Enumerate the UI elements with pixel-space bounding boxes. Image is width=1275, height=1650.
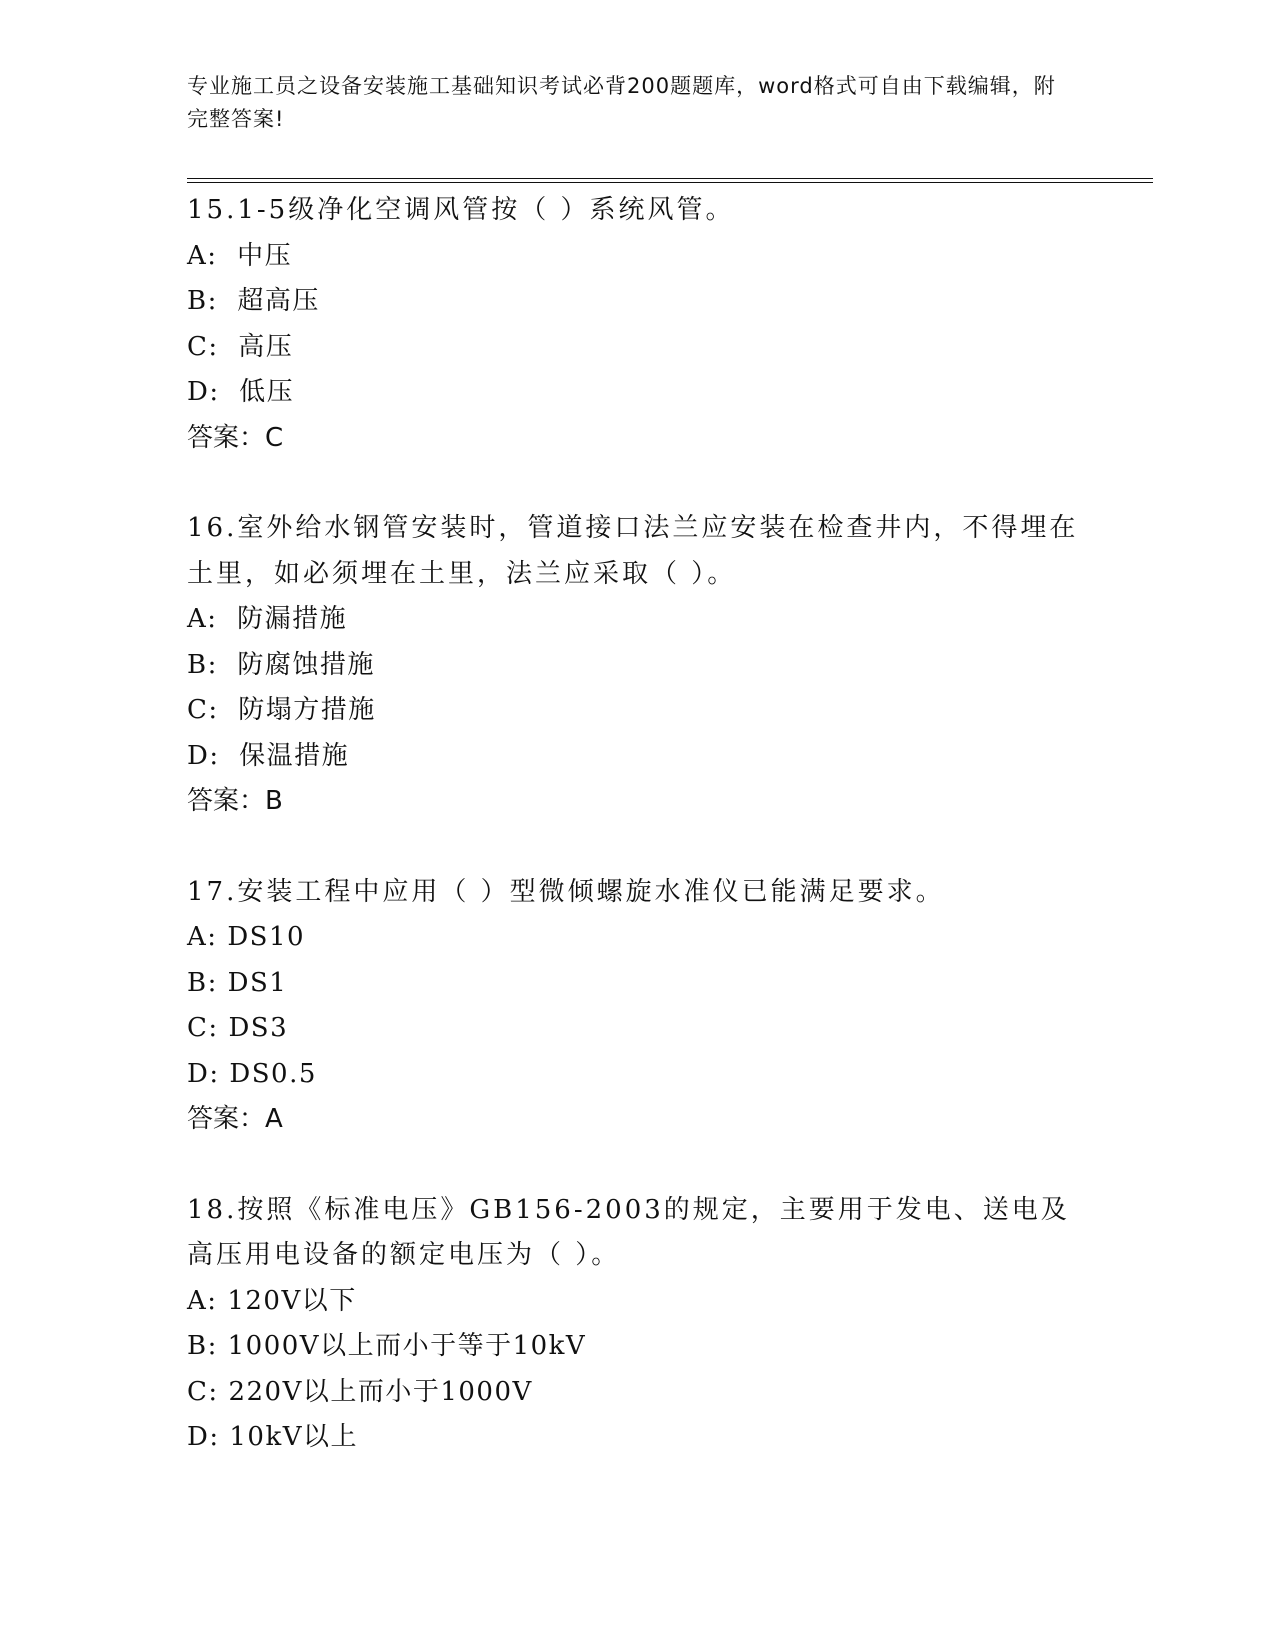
- option-separator: :: [207, 649, 238, 680]
- option-letter: B: [187, 967, 208, 998]
- question-text: 17.安装工程中应用（ ）型微倾螺旋水准仪已能满足要求。: [187, 876, 945, 907]
- option-text: 1000V以上而小于等于10kV: [227, 1331, 587, 1361]
- option-letter: C: [187, 1376, 209, 1407]
- option-letter: A: [187, 922, 208, 952]
- option-text: 超高压: [237, 286, 320, 316]
- option-text: 保温措施: [239, 740, 350, 771]
- option-a: [187, 1279, 1087, 1325]
- option-text: 中压: [237, 240, 293, 271]
- option-letter: B: [187, 649, 208, 680]
- option-letter: B: [187, 286, 208, 316]
- option-text: 220V以上而小于1000V: [228, 1376, 533, 1407]
- option-letter: A: [187, 1285, 208, 1316]
- document-header: 专业施工员之设备安装施工基础知识考试必背200题题库，word格式可自由下载编辑，附完整答案!: [187, 74, 1056, 131]
- option-letter: A: [187, 604, 208, 634]
- question-text: 15.1-5级净化空调风管按（ ）系统风管。: [187, 195, 735, 225]
- option-text: 防腐蚀措施: [237, 649, 375, 680]
- question-text: 16.室外给水钢管安装时，管道接口法兰应安装在检查井内，不得埋在土里，如必须埋在土里，法兰应采取（ ）。: [187, 513, 1079, 589]
- option-letter: C: [187, 695, 209, 725]
- option-separator: :: [207, 240, 238, 271]
- option-c: [187, 325, 1087, 371]
- answer-line: 答案：B: [187, 786, 283, 816]
- option-separator: :: [207, 967, 228, 998]
- option-separator: :: [207, 1285, 228, 1316]
- option-separator: :: [207, 604, 238, 634]
- option-separator: :: [209, 1058, 230, 1089]
- option-separator: :: [207, 286, 238, 316]
- question-list: [187, 188, 1087, 1506]
- option-separator: :: [208, 331, 239, 362]
- option-text: 防塌方措施: [238, 695, 376, 725]
- option-a: [187, 234, 1087, 280]
- option-a: [187, 915, 1087, 961]
- option-b: [187, 643, 1087, 689]
- answer-line: 答案：A: [187, 1104, 283, 1134]
- option-a: [187, 597, 1087, 643]
- option-separator: :: [209, 740, 240, 771]
- option-letter: D: [187, 740, 210, 771]
- option-d: [187, 370, 1087, 416]
- option-text: 低压: [239, 377, 295, 407]
- option-text: 120V以下: [227, 1285, 357, 1316]
- option-d: [187, 734, 1087, 780]
- option-text: DS0.5: [229, 1058, 317, 1089]
- answer-line: 答案：C: [187, 422, 284, 453]
- option-text: 10kV以上: [229, 1422, 359, 1452]
- option-separator: :: [208, 1013, 229, 1043]
- question-17: [187, 870, 1087, 1143]
- option-separator: :: [207, 1331, 228, 1361]
- option-letter: D: [187, 1422, 210, 1452]
- option-b: [187, 1324, 1087, 1370]
- option-d: [187, 1052, 1087, 1098]
- question-16: [187, 506, 1087, 825]
- option-b: [187, 961, 1087, 1007]
- option-c: [187, 1006, 1087, 1052]
- option-separator: :: [209, 1422, 230, 1452]
- option-separator: :: [208, 695, 239, 725]
- option-separator: :: [207, 922, 228, 952]
- option-letter: C: [187, 1013, 209, 1043]
- option-b: [187, 279, 1087, 325]
- question-15: [187, 188, 1087, 461]
- question-18: [187, 1188, 1087, 1461]
- option-letter: B: [187, 1331, 208, 1361]
- option-c: [187, 688, 1087, 734]
- option-text: 高压: [238, 331, 294, 362]
- header-divider-bottom: [187, 182, 1153, 183]
- option-d: [187, 1415, 1087, 1461]
- question-text: 18.按照《标准电压》GB156-2003的规定，主要用于发电、送电及高压用电设备的额定电压为（ ）。: [187, 1194, 1070, 1270]
- option-letter: C: [187, 331, 209, 362]
- header-divider-top: [187, 178, 1153, 179]
- option-c: [187, 1370, 1087, 1416]
- option-text: DS1: [227, 967, 288, 998]
- option-letter: D: [187, 1058, 210, 1089]
- option-text: DS10: [227, 922, 306, 952]
- option-letter: D: [187, 377, 210, 407]
- option-letter: A: [187, 240, 208, 271]
- option-text: DS3: [228, 1013, 289, 1043]
- option-separator: :: [209, 377, 240, 407]
- option-text: 防漏措施: [237, 604, 348, 634]
- option-separator: :: [208, 1376, 229, 1407]
